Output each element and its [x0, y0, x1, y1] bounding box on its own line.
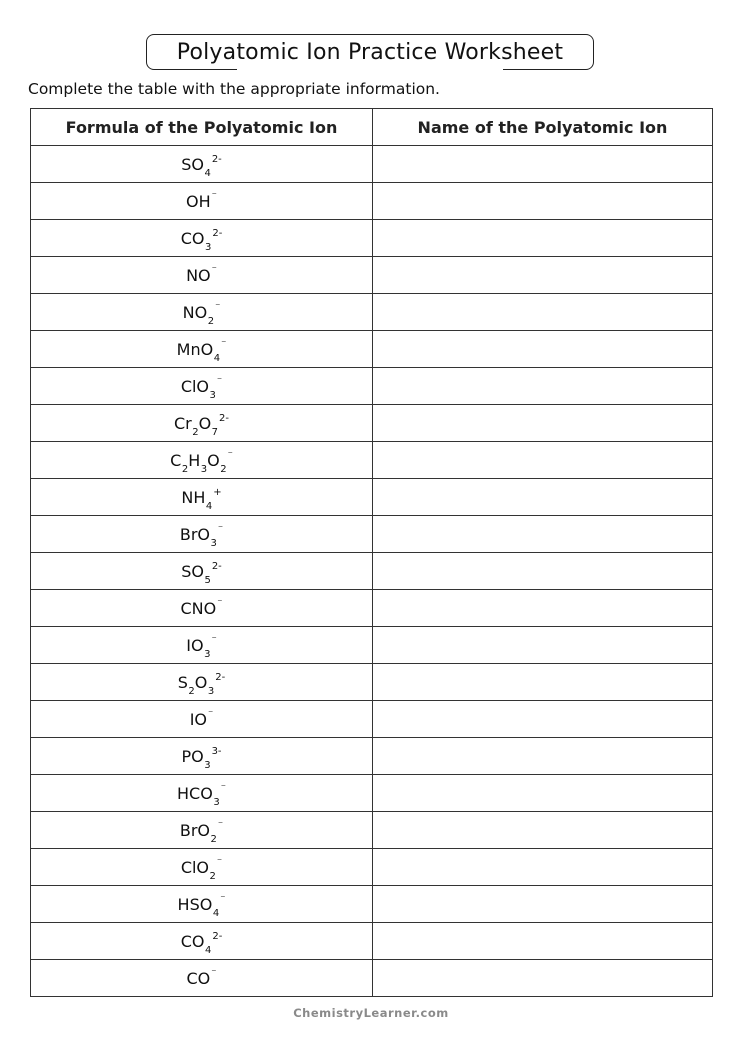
- table-row: [31, 738, 713, 775]
- formula-element: NH: [181, 487, 206, 507]
- table-row: [31, 590, 713, 627]
- name-answer-cell[interactable]: [373, 294, 713, 331]
- formula-subscript: 3: [210, 537, 217, 549]
- formula-charge: 2-: [212, 930, 223, 942]
- name-answer-cell[interactable]: [373, 849, 713, 886]
- name-answer-cell[interactable]: [373, 516, 713, 553]
- ion-formula: [177, 671, 226, 697]
- name-answer-cell[interactable]: [373, 960, 713, 997]
- formula-charge: ⁻: [211, 264, 217, 276]
- ion-formula: [177, 893, 226, 919]
- polyatomic-ion-table: [30, 108, 713, 997]
- formula-subscript: 5: [204, 574, 211, 586]
- page-title: Polyatomic Ion Practice Worksheet: [176, 39, 564, 65]
- formula-element: ClO: [180, 857, 210, 877]
- formula-subscript: 7: [211, 426, 219, 438]
- name-answer-cell[interactable]: [373, 886, 713, 923]
- ion-formula: [180, 930, 223, 956]
- ion-formula: [173, 412, 230, 438]
- ion-formula: [179, 523, 224, 549]
- name-answer-cell[interactable]: [373, 331, 713, 368]
- formula-element: BrO: [179, 524, 210, 544]
- formula-subscript: 2: [181, 463, 189, 475]
- formula-subscript: 2: [188, 685, 195, 697]
- formula-charge: 2-: [211, 153, 222, 165]
- formula-cell: [31, 257, 373, 294]
- formula-element: CNO: [180, 598, 217, 618]
- name-answer-cell[interactable]: [373, 553, 713, 590]
- formula-cell: [31, 516, 373, 553]
- formula-cell: [31, 812, 373, 849]
- footer-brand: ChemistryLearner.com: [293, 1006, 449, 1020]
- ion-formula: [180, 375, 223, 401]
- table-row: [31, 405, 713, 442]
- table-row: [31, 442, 713, 479]
- ion-formula: [182, 301, 221, 327]
- formula-element: ClO: [180, 376, 210, 396]
- name-answer-cell[interactable]: [373, 701, 713, 738]
- formula-cell: [31, 331, 373, 368]
- formula-cell: [31, 590, 373, 627]
- table-row: [31, 886, 713, 923]
- name-answer-cell[interactable]: [373, 479, 713, 516]
- formula-charge: ⁻: [216, 375, 223, 387]
- formula-subscript: 4: [204, 944, 212, 956]
- formula-cell: [31, 479, 373, 516]
- ion-formula: [189, 708, 214, 729]
- formula-cell: [31, 183, 373, 220]
- formula-element: PO: [181, 746, 204, 766]
- table-row: [31, 479, 713, 516]
- formula-subscript: 4: [212, 907, 220, 919]
- formula-element: O: [194, 672, 208, 692]
- formula-subscript: 2: [209, 870, 216, 882]
- formula-subscript: 2: [210, 833, 217, 845]
- formula-subscript: 4: [204, 167, 211, 179]
- formula-charge: ⁻: [227, 449, 233, 461]
- formula-element: HSO: [177, 894, 213, 914]
- formula-charge: ⁻: [208, 708, 214, 720]
- formula-subscript: 2: [192, 426, 199, 438]
- formula-element: O: [198, 413, 212, 433]
- formula-charge: +: [213, 486, 222, 498]
- formula-element: HCO: [177, 783, 213, 803]
- table-row: [31, 294, 713, 331]
- name-answer-cell[interactable]: [373, 590, 713, 627]
- title-box: [146, 34, 594, 70]
- name-answer-cell[interactable]: [373, 257, 713, 294]
- table-row: [31, 775, 713, 812]
- formula-charge: ⁻: [217, 819, 224, 831]
- formula-subscript: 3: [204, 759, 211, 771]
- formula-subscript: 3: [200, 463, 208, 475]
- formula-cell: [31, 701, 373, 738]
- name-answer-cell[interactable]: [373, 775, 713, 812]
- table-row: [31, 923, 713, 960]
- formula-subscript: 3: [213, 796, 220, 808]
- formula-subscript: 4: [205, 500, 213, 512]
- formula-charge: 2-: [219, 412, 230, 424]
- table-row: [31, 960, 713, 997]
- formula-element: S: [177, 672, 188, 692]
- formula-cell: [31, 886, 373, 923]
- ion-formula: [181, 745, 222, 771]
- ion-formula: [181, 560, 222, 586]
- formula-charge: ⁻: [211, 967, 217, 979]
- formula-subscript: 4: [213, 352, 221, 364]
- table-row: [31, 553, 713, 590]
- formula-cell: [31, 553, 373, 590]
- name-answer-cell[interactable]: [373, 183, 713, 220]
- name-answer-cell[interactable]: [373, 923, 713, 960]
- formula-element: NO: [182, 302, 208, 322]
- formula-cell: [31, 405, 373, 442]
- name-answer-cell[interactable]: [373, 220, 713, 257]
- formula-subscript: 3: [207, 685, 215, 697]
- formula-cell: [31, 627, 373, 664]
- table-row: [31, 146, 713, 183]
- instructions: Complete the table with the appropriate information.: [28, 80, 440, 98]
- ion-formula: [180, 856, 223, 882]
- formula-charge: ⁻: [221, 338, 227, 350]
- formula-cell: [31, 442, 373, 479]
- name-answer-cell[interactable]: [373, 627, 713, 664]
- ion-formula: [180, 597, 223, 618]
- formula-element: IO: [186, 635, 204, 655]
- name-answer-cell[interactable]: [373, 812, 713, 849]
- formula-cell: [31, 664, 373, 701]
- table-row: [31, 701, 713, 738]
- ion-formula: [186, 264, 217, 285]
- ion-formula: [179, 819, 224, 845]
- formula-subscript: 3: [204, 241, 212, 253]
- ion-formula: [181, 153, 222, 179]
- formula-cell: [31, 960, 373, 997]
- ion-formula: [180, 227, 223, 253]
- formula-cell: [31, 368, 373, 405]
- formula-subscript: 2: [207, 315, 215, 327]
- formula-charge: 2-: [211, 560, 222, 572]
- formula-subscript: 3: [204, 648, 211, 660]
- ion-formula: [177, 782, 226, 808]
- table-header-row: [31, 109, 713, 146]
- name-answer-cell[interactable]: [373, 146, 713, 183]
- formula-charge: ⁻: [220, 893, 226, 905]
- formula-charge: 2-: [215, 671, 226, 683]
- table-row: [31, 257, 713, 294]
- table-body: [31, 146, 713, 997]
- formula-subscript: 3: [209, 389, 216, 401]
- ion-formula: [176, 338, 227, 364]
- formula-element: CO: [180, 931, 205, 951]
- formula-charge: ⁻: [211, 190, 217, 202]
- table-row: [31, 220, 713, 257]
- formula-element: SO: [181, 561, 204, 581]
- table-row: [31, 812, 713, 849]
- table-row: [31, 627, 713, 664]
- formula-element: Cr: [173, 413, 192, 433]
- formula-element: CO: [186, 968, 211, 988]
- formula-cell: [31, 220, 373, 257]
- name-answer-cell[interactable]: [373, 442, 713, 479]
- formula-element: CO: [180, 228, 205, 248]
- ion-formula: [181, 486, 222, 512]
- formula-element: SO: [181, 154, 204, 174]
- formula-cell: [31, 738, 373, 775]
- formula-charge: 3-: [211, 745, 222, 757]
- table-row: [31, 331, 713, 368]
- formula-cell: [31, 849, 373, 886]
- name-answer-cell[interactable]: [373, 405, 713, 442]
- header-formula: Formula of the Polyatomic Ion: [31, 109, 373, 146]
- ion-formula: [186, 190, 217, 211]
- formula-element: IO: [189, 709, 208, 729]
- formula-cell: [31, 775, 373, 812]
- name-answer-cell[interactable]: [373, 368, 713, 405]
- formula-charge: ⁻: [217, 597, 223, 609]
- formula-charge: ⁻: [220, 782, 226, 794]
- formula-cell: [31, 294, 373, 331]
- formula-element: C: [170, 450, 182, 470]
- table-row: [31, 183, 713, 220]
- formula-subscript: 2: [220, 463, 227, 475]
- formula-element: O: [207, 450, 220, 470]
- formula-element: MnO: [176, 339, 214, 359]
- table-row: [31, 849, 713, 886]
- formula-charge: ⁻: [216, 856, 223, 868]
- ion-formula: [170, 449, 233, 475]
- formula-element: NO: [186, 265, 211, 285]
- formula-element: BrO: [179, 820, 210, 840]
- formula-charge: 2-: [212, 227, 223, 239]
- ion-formula: [186, 634, 217, 660]
- table-row: [31, 368, 713, 405]
- ion-formula: [186, 967, 217, 988]
- name-answer-cell[interactable]: [373, 664, 713, 701]
- formula-charge: ⁻: [217, 523, 224, 535]
- formula-element: OH: [186, 191, 211, 211]
- table-row: [31, 516, 713, 553]
- header-name: Name of the Polyatomic Ion: [373, 109, 713, 146]
- formula-cell: [31, 923, 373, 960]
- name-answer-cell[interactable]: [373, 738, 713, 775]
- formula-cell: [31, 146, 373, 183]
- table-row: [31, 664, 713, 701]
- formula-charge: ⁻: [211, 634, 217, 646]
- formula-element: H: [188, 450, 201, 470]
- formula-charge: ⁻: [215, 301, 221, 313]
